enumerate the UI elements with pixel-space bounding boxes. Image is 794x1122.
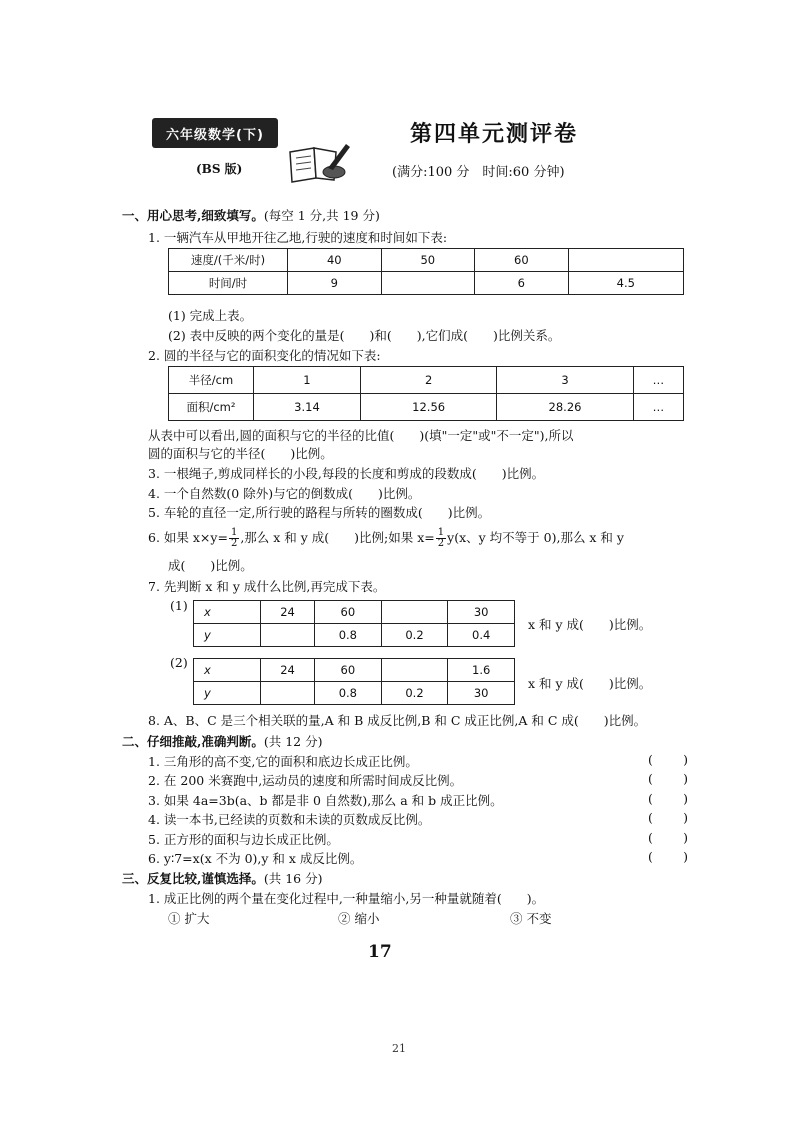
paren-open: ( xyxy=(648,849,653,864)
sheet-number: 21 xyxy=(392,1042,406,1055)
q6-part2: ,那么 x 和 y 成( )比例;如果 x= xyxy=(240,530,435,545)
table-cell xyxy=(568,249,683,272)
section-3-heading xyxy=(122,869,322,887)
question-1-1-sub1: (1) 完成上表。 xyxy=(168,308,253,323)
grade-badge: 六年级数学(下) xyxy=(152,118,278,148)
question-1-2-after2: 圆的面积与它的半径( )比例。 xyxy=(148,446,333,461)
option-1[interactable]: ① 扩大 xyxy=(168,911,210,926)
table-cell: 24 xyxy=(261,601,315,624)
table-cell: 1 xyxy=(254,367,361,394)
page-title: 第四单元测评卷 xyxy=(410,121,579,147)
fraction-denominator: 2 xyxy=(230,538,238,549)
circle-area-table xyxy=(168,366,684,421)
table-1-label: (1) xyxy=(170,598,188,613)
table-cell: 0.4 xyxy=(448,624,515,647)
book-and-pen-icon xyxy=(284,138,354,186)
paren-close: ) xyxy=(683,771,688,786)
judge-item-1: 1. 三角形的高不变,它的面积和底边长成正比例。 xyxy=(148,754,418,769)
table-cell: 速度/(千米/时) xyxy=(169,249,288,272)
table-row xyxy=(194,659,515,682)
table-cell xyxy=(381,601,448,624)
paren-close: ) xyxy=(683,752,688,767)
option-3[interactable]: ③ 不变 xyxy=(510,911,552,926)
table-row xyxy=(169,367,684,394)
table-cell: 50 xyxy=(381,249,475,272)
fraction-numerator: 1 xyxy=(230,527,238,538)
paren-open: ( xyxy=(648,810,653,825)
section-3-title: 三、反复比较,谨慎选择。 xyxy=(122,871,264,886)
question-1-6 xyxy=(148,528,624,549)
question-1-5: 5. 车轮的直径一定,所行驶的路程与所转的圈数成( )比例。 xyxy=(148,505,491,520)
score-time-info: (满分:100 分 时间:60 分钟) xyxy=(392,165,565,180)
table-cell xyxy=(381,272,475,295)
judge-item-4: 4. 读一本书,已经读的页数和未读的页数成反比例。 xyxy=(148,812,431,827)
section-2-title: 二、仔细推敲,准确判断。 xyxy=(122,734,264,749)
table-cell: 4.5 xyxy=(568,272,683,295)
q6-part1: 6. 如果 x×y= xyxy=(148,530,228,545)
option-2[interactable]: ② 缩小 xyxy=(338,911,380,926)
answer-parentheses[interactable] xyxy=(648,830,688,845)
table-cell: 0.2 xyxy=(381,682,448,705)
question-1-1-sub2: (2) 表中反映的两个变化的量是( )和( ),它们成( )比例关系。 xyxy=(168,328,561,343)
table-row xyxy=(169,249,684,272)
table-cell: 24 xyxy=(261,659,315,682)
table-row xyxy=(169,394,684,421)
table-cell: 半径/cm xyxy=(169,367,254,394)
judge-item-2: 2. 在 200 米赛跑中,运动员的速度和所需时间成反比例。 xyxy=(148,773,463,788)
answer-parentheses[interactable] xyxy=(648,849,688,864)
table-cell: 60 xyxy=(475,249,569,272)
choice-question-1: 1. 成正比例的两个量在变化过程中,一种量缩小,另一种量就随着( )。 xyxy=(148,891,545,906)
table-cell: 60 xyxy=(315,659,382,682)
table-cell xyxy=(261,624,315,647)
fraction-one-half xyxy=(229,528,239,549)
question-1-1: 1. 一辆汽车从甲地开往乙地,行驶的速度和时间如下表: xyxy=(148,230,448,245)
question-1-2: 2. 圆的半径与它的面积变化的情况如下表: xyxy=(148,348,381,363)
judge-item-6: 6. y∶7=x(x 不为 0),y 和 x 成反比例。 xyxy=(148,851,363,866)
section-2-heading xyxy=(122,732,322,750)
xy-table-1 xyxy=(193,600,515,647)
table-1-answer: x 和 y 成( )比例。 xyxy=(528,617,652,632)
table-cell: … xyxy=(633,394,683,421)
answer-parentheses[interactable] xyxy=(648,791,688,806)
table-cell: x xyxy=(194,659,261,682)
table-cell: 2 xyxy=(360,367,496,394)
q6-part3: y(x、y 均不等于 0),那么 x 和 y xyxy=(447,530,624,545)
table-cell: 1.6 xyxy=(448,659,515,682)
table-cell: 3.14 xyxy=(254,394,361,421)
page-number: 17 xyxy=(368,942,392,962)
paren-open: ( xyxy=(648,752,653,767)
edition-label: (BS 版) xyxy=(196,162,243,176)
paren-close: ) xyxy=(683,810,688,825)
speed-time-table xyxy=(168,248,684,295)
judge-item-5: 5. 正方形的面积与边长成正比例。 xyxy=(148,832,339,847)
table-cell xyxy=(261,682,315,705)
answer-parentheses[interactable] xyxy=(648,810,688,825)
section-2-note: (共 12 分) xyxy=(263,734,323,749)
section-1-title: 一、用心思考,细致填写。 xyxy=(122,208,264,223)
section-1-heading xyxy=(122,206,380,224)
table-cell: 0.8 xyxy=(315,682,382,705)
table-cell: 面积/cm² xyxy=(169,394,254,421)
section-1-note: (每空 1 分,共 19 分) xyxy=(263,208,380,223)
table-cell: x xyxy=(194,601,261,624)
question-1-7: 7. 先判断 x 和 y 成什么比例,再完成下表。 xyxy=(148,579,386,594)
section-3-note: (共 16 分) xyxy=(263,871,323,886)
question-1-4: 4. 一个自然数(0 除外)与它的倒数成( )比例。 xyxy=(148,486,421,501)
table-cell: 28.26 xyxy=(497,394,633,421)
table-cell: 3 xyxy=(497,367,633,394)
table-cell: 0.2 xyxy=(381,624,448,647)
table-cell: 12.56 xyxy=(360,394,496,421)
question-1-2-after1: 从表中可以看出,圆的面积与它的半径的比值( )(填"一定"或"不一定"),所以 xyxy=(148,428,574,443)
table-cell: 6 xyxy=(475,272,569,295)
table-cell: y xyxy=(194,624,261,647)
question-1-8: 8. A、B、C 是三个相关联的量,A 和 B 成反比例,B 和 C 成正比例,A 和 C 成( )比例。 xyxy=(148,713,647,728)
table-cell: 时间/时 xyxy=(169,272,288,295)
table-cell: 9 xyxy=(288,272,382,295)
paren-open: ( xyxy=(648,791,653,806)
table-cell: 0.8 xyxy=(315,624,382,647)
table-2-label: (2) xyxy=(170,655,188,670)
table-2-answer: x 和 y 成( )比例。 xyxy=(528,676,652,691)
table-cell: y xyxy=(194,682,261,705)
table-cell: 40 xyxy=(288,249,382,272)
fraction-one-half xyxy=(436,528,446,549)
table-row xyxy=(194,601,515,624)
paren-close: ) xyxy=(683,849,688,864)
table-row xyxy=(194,624,515,647)
judge-item-3: 3. 如果 4a=3b(a、b 都是非 0 自然数),那么 a 和 b 成正比例。 xyxy=(148,793,503,808)
question-1-3: 3. 一根绳子,剪成同样长的小段,每段的长度和剪成的段数成( )比例。 xyxy=(148,466,545,481)
table-row xyxy=(194,682,515,705)
table-cell: … xyxy=(633,367,683,394)
paren-close: ) xyxy=(683,830,688,845)
answer-parentheses[interactable] xyxy=(648,752,688,767)
paren-open: ( xyxy=(648,830,653,845)
fraction-numerator: 1 xyxy=(437,527,445,538)
table-cell xyxy=(381,659,448,682)
table-cell: 60 xyxy=(315,601,382,624)
xy-table-2 xyxy=(193,658,515,705)
fraction-denominator: 2 xyxy=(437,538,445,549)
question-1-6-line2: 成( )比例。 xyxy=(168,558,253,573)
table-row xyxy=(169,272,684,295)
paren-open: ( xyxy=(648,771,653,786)
answer-parentheses[interactable] xyxy=(648,771,688,786)
table-cell: 30 xyxy=(448,682,515,705)
table-cell: 30 xyxy=(448,601,515,624)
paren-close: ) xyxy=(683,791,688,806)
